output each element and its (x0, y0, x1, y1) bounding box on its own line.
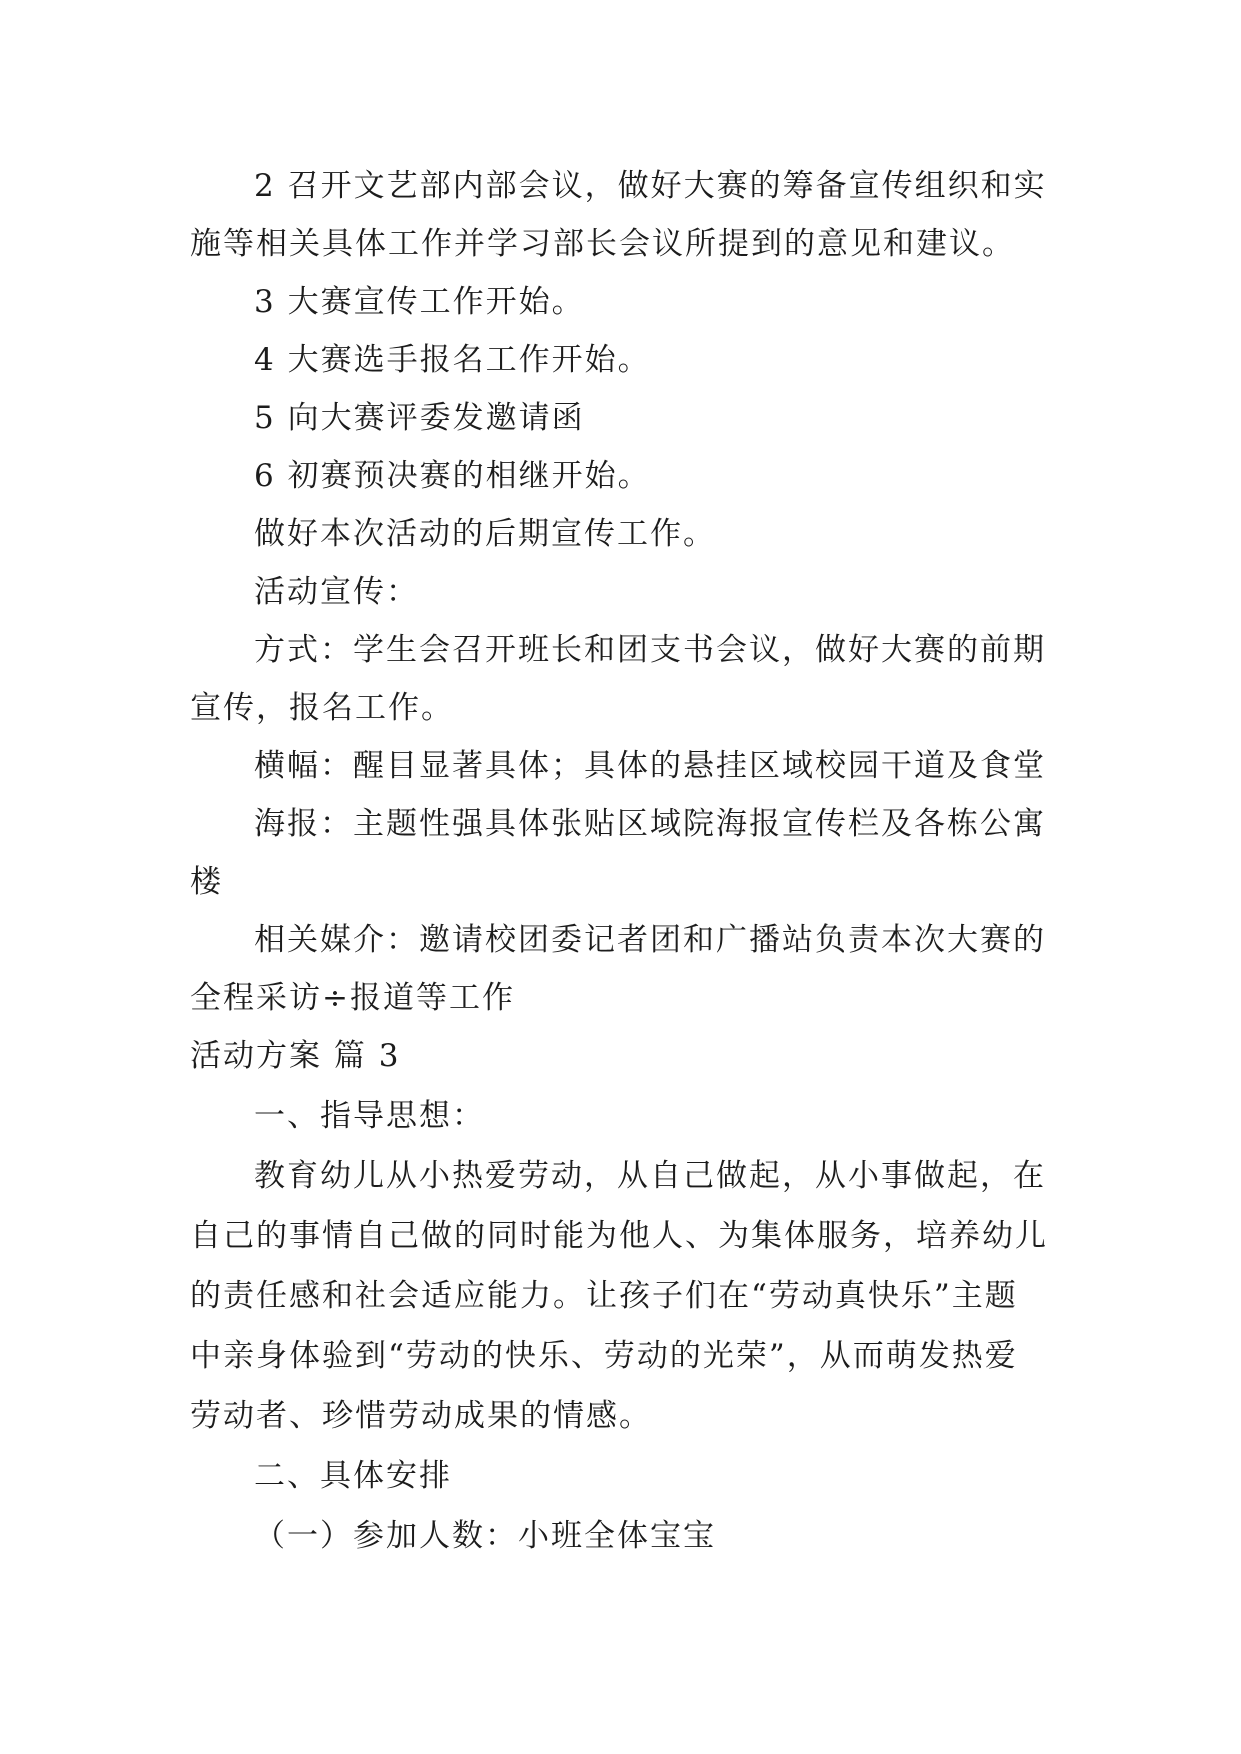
paragraph-line: （一）参加人数：小班全体宝宝 (254, 1518, 716, 1554)
paragraph-line: 教育幼儿从小热爱劳动，从自己做起，从小事做起，在 (254, 1158, 1046, 1194)
paragraph-line: 做好本次活动的后期宣传工作。 (254, 516, 716, 552)
paragraph-line: 的责任感和社会适应能力。让孩子们在“劳动真快乐”主题 (190, 1278, 1018, 1314)
paragraph-line: 2 召开文艺部内部会议，做好大赛的筹备宣传组织和实 (254, 168, 1047, 204)
paragraph-line: 相关媒介：邀请校团委记者团和广播站负责本次大赛的 (254, 922, 1046, 958)
paragraph-line: 方式：学生会召开班长和团支书会议，做好大赛的前期 (254, 632, 1046, 668)
paragraph-line: 劳动者、珍惜劳动成果的情感。 (190, 1398, 652, 1434)
paragraph-line: 自己的事情自己做的同时能为他人、为集体服务，培养幼儿 (190, 1218, 1048, 1254)
section-heading: 活动方案 篇 3 (190, 1038, 401, 1074)
subheading: 一、指导思想： (254, 1098, 485, 1134)
paragraph-line: 海报：主题性强具体张贴区域院海报宣传栏及各栋公寓 (254, 806, 1046, 842)
list-item: 6 初赛预决赛的相继开始。 (254, 458, 651, 494)
list-item: 3 大赛宣传工作开始。 (254, 284, 585, 320)
subheading: 二、具体安排 (254, 1458, 452, 1494)
paragraph-line: 横幅：醒目显著具体；具体的悬挂区域校园干道及食堂 (254, 748, 1046, 784)
list-item: 5 向大赛评委发邀请函 (254, 400, 585, 436)
list-item: 4 大赛选手报名工作开始。 (254, 342, 651, 378)
paragraph-line: 施等相关具体工作并学习部长会议所提到的意见和建议。 (190, 226, 1015, 262)
paragraph-line: 楼 (190, 864, 223, 900)
section-label: 活动宣传： (254, 574, 419, 610)
paragraph-line: 中亲身体验到“劳动的快乐、劳动的光荣”，从而萌发热爱 (190, 1338, 1018, 1374)
paragraph-line: 宣传，报名工作。 (190, 690, 454, 726)
paragraph-line: 全程采访÷报道等工作 (190, 980, 515, 1016)
